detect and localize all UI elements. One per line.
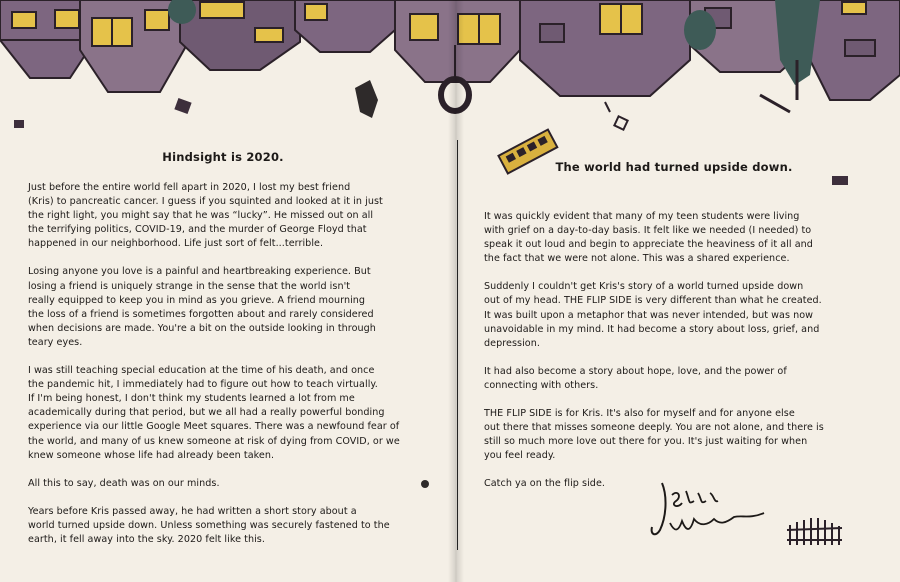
right-page xyxy=(484,160,879,492)
signature xyxy=(642,475,772,545)
right-paragraph-1: It was quickly evident that many of my teen students were living with grief on a day-to-day basis. It felt like we needed (I needed) to speak it out loud and begin to appreciate the heaviness of it all and the fact that we were not alone. This was a shared experience. xyxy=(484,211,813,265)
house-right-1 xyxy=(520,0,690,96)
left-paragraph-4: All this to say, death was on our minds. xyxy=(28,477,220,489)
left-page-title: Hindsight is 2020. xyxy=(162,150,284,164)
left-paragraph-2: Losing anyone you love is a painful and heartbreaking experience. But losing a friend is uniquely strange in the sense that the world isn't really equipped to keep you in mind as you grieve. A friend mourning the loss of a friend is sometimes forgotten about and rarely considered when decisions are made. You're a bit on the outside looking in through teary eyes. xyxy=(28,266,376,348)
right-paragraph-3: It had also become a story about hope, love, and the power of connecting with others. xyxy=(484,365,787,391)
right-paragraph-5: Catch ya on the flip side. xyxy=(484,478,605,490)
left-paragraph-3: I was still teaching special education at the time of his death, and once the pandemic hit, I immediately had to figure out how to teach virtually. If I'm being honest, I don't think my students learned a lot from me academically during that period, but we all had a really powerful bonding experience via our little Google Meet squares. There was a newfound fear of the world, and many of us knew someone at risk of dying from COVID, or we knew someone whose life had already been taken. xyxy=(28,365,400,461)
left-paragraph-5: Years before Kris passed away, he had written a short story about a world turned upside down. Unless something was securely fastened to the earth, it fell away into the sky. 2020 felt like this. xyxy=(28,505,390,545)
left-paragraph-1: Just before the entire world fell apart in 2020, I lost my best friend (Kris) to pancreatic cancer. I guess if you squinted and looked at it in just the right light, you might say that he was “lucky”. He missed out on all the terrifying politics, COVID-19, and the murder of George Floyd that happened in our neighborhood. Life just sort of felt...terrible. xyxy=(28,182,383,250)
right-page-title: The world had turned upside down. xyxy=(555,160,793,174)
house-left-4 xyxy=(295,0,395,52)
book-gutter xyxy=(448,0,464,582)
left-page xyxy=(28,150,420,547)
fence-icon xyxy=(787,518,842,545)
house-right-3 xyxy=(810,0,900,100)
house-left-3 xyxy=(180,0,300,70)
page-divider xyxy=(457,140,458,550)
right-paragraph-2: Suddenly I couldn't get Kris's story of a world turned upside down out of my head. THE FLIP SIDE is very different than what he created. It was built upon a metaphor that was never intended, but was now unavoidable in my mind. It had become a story about loss, grief, and depression. xyxy=(484,281,822,349)
right-paragraph-4: THE FLIP SIDE is for Kris. It's also for myself and for anyone else out there that misses someone deeply. You are not alone, and there is still so much more love out there for you. It's just waiting for when you feel ready. xyxy=(484,408,824,462)
